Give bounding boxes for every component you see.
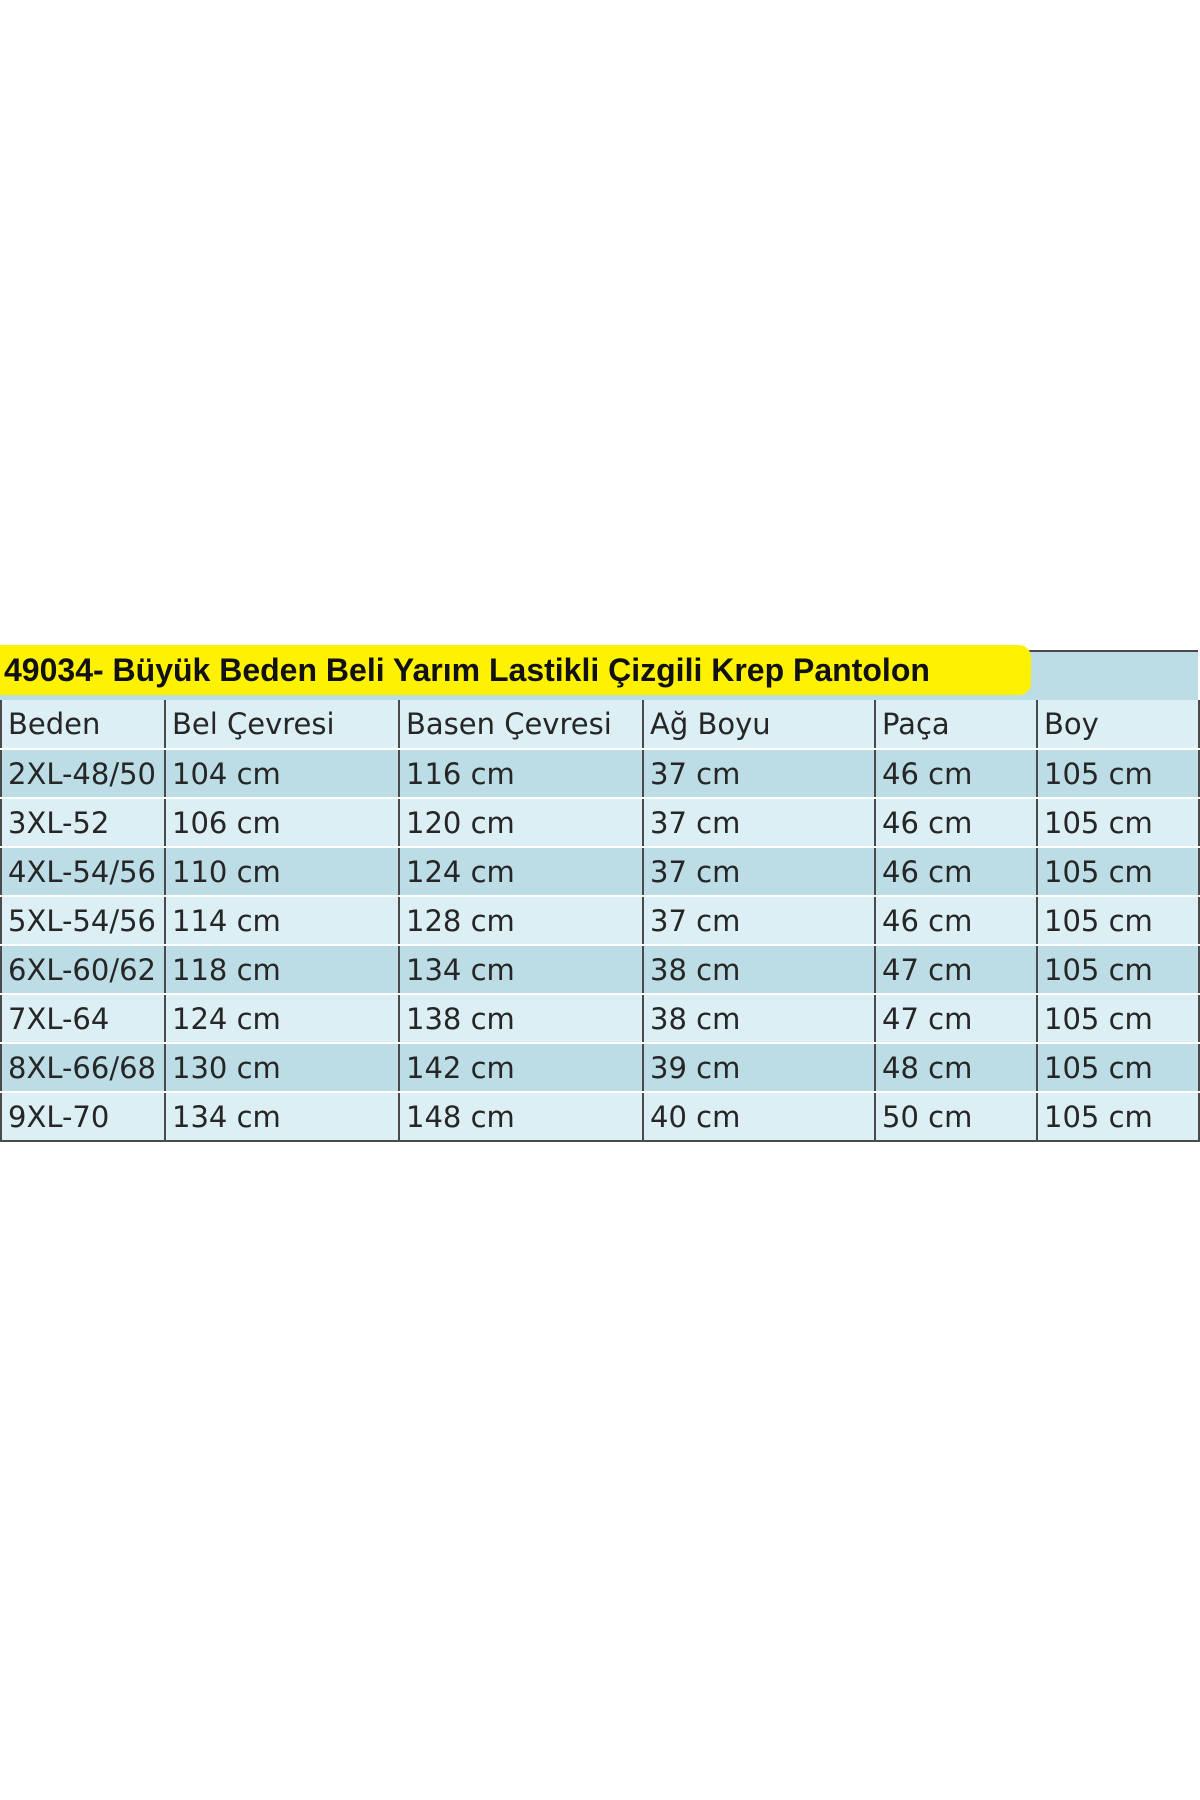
cell-hip: 134 cm xyxy=(399,945,643,994)
header-beden: Beden xyxy=(1,700,165,749)
cell-length: 105 cm xyxy=(1037,896,1199,945)
cell-inseam-rise: 37 cm xyxy=(643,749,875,798)
header-bel-cevresi: Bel Çevresi xyxy=(165,700,399,749)
cell-waist: 134 cm xyxy=(165,1092,399,1141)
table-row xyxy=(1,945,1199,994)
cell-size: 5XL-54/56 xyxy=(1,896,165,945)
size-table xyxy=(0,700,1200,1142)
cell-inseam-rise: 37 cm xyxy=(643,896,875,945)
cell-size: 7XL-64 xyxy=(1,994,165,1043)
cell-size: 3XL-52 xyxy=(1,798,165,847)
cell-waist: 124 cm xyxy=(165,994,399,1043)
cell-size: 2XL-48/50 xyxy=(1,749,165,798)
cell-leg-opening: 47 cm xyxy=(875,945,1037,994)
cell-size: 9XL-70 xyxy=(1,1092,165,1141)
table-row xyxy=(1,1043,1199,1092)
cell-inseam-rise: 37 cm xyxy=(643,847,875,896)
cell-waist: 106 cm xyxy=(165,798,399,847)
cell-length: 105 cm xyxy=(1037,994,1199,1043)
cell-inseam-rise: 38 cm xyxy=(643,994,875,1043)
cell-waist: 130 cm xyxy=(165,1043,399,1092)
header-paca: Paça xyxy=(875,700,1037,749)
cell-length: 105 cm xyxy=(1037,847,1199,896)
table-row xyxy=(1,847,1199,896)
header-basen-cevresi: Basen Çevresi xyxy=(399,700,643,749)
cell-waist: 110 cm xyxy=(165,847,399,896)
cell-inseam-rise: 38 cm xyxy=(643,945,875,994)
cell-hip: 124 cm xyxy=(399,847,643,896)
cell-leg-opening: 46 cm xyxy=(875,749,1037,798)
cell-hip: 116 cm xyxy=(399,749,643,798)
cell-waist: 114 cm xyxy=(165,896,399,945)
cell-length: 105 cm xyxy=(1037,1092,1199,1141)
cell-hip: 138 cm xyxy=(399,994,643,1043)
table-row xyxy=(1,994,1199,1043)
cell-hip: 148 cm xyxy=(399,1092,643,1141)
cell-waist: 118 cm xyxy=(165,945,399,994)
cell-size: 8XL-66/68 xyxy=(1,1043,165,1092)
table-row xyxy=(1,798,1199,847)
cell-waist: 104 cm xyxy=(165,749,399,798)
cell-leg-opening: 46 cm xyxy=(875,847,1037,896)
cell-hip: 128 cm xyxy=(399,896,643,945)
cell-size: 4XL-54/56 xyxy=(1,847,165,896)
table-row xyxy=(1,749,1199,798)
cell-inseam-rise: 39 cm xyxy=(643,1043,875,1092)
product-title-badge xyxy=(0,645,1031,695)
header-ag-boyu: Ağ Boyu xyxy=(643,700,875,749)
product-title: 49034- Büyük Beden Beli Yarım Lastikli Çizgili Krep Pantolon xyxy=(4,651,930,688)
header-boy: Boy xyxy=(1037,700,1199,749)
cell-hip: 142 cm xyxy=(399,1043,643,1092)
cell-length: 105 cm xyxy=(1037,798,1199,847)
cell-leg-opening: 50 cm xyxy=(875,1092,1037,1141)
cell-leg-opening: 48 cm xyxy=(875,1043,1037,1092)
cell-leg-opening: 46 cm xyxy=(875,798,1037,847)
size-chart xyxy=(0,645,1200,1160)
cell-leg-opening: 46 cm xyxy=(875,896,1037,945)
cell-inseam-rise: 37 cm xyxy=(643,798,875,847)
cell-hip: 120 cm xyxy=(399,798,643,847)
cell-size: 6XL-60/62 xyxy=(1,945,165,994)
table-row xyxy=(1,1092,1199,1141)
cell-length: 105 cm xyxy=(1037,1043,1199,1092)
cell-leg-opening: 47 cm xyxy=(875,994,1037,1043)
cell-length: 105 cm xyxy=(1037,945,1199,994)
cell-inseam-rise: 40 cm xyxy=(643,1092,875,1141)
table-header-row xyxy=(1,700,1199,749)
table-row xyxy=(1,896,1199,945)
cell-length: 105 cm xyxy=(1037,749,1199,798)
